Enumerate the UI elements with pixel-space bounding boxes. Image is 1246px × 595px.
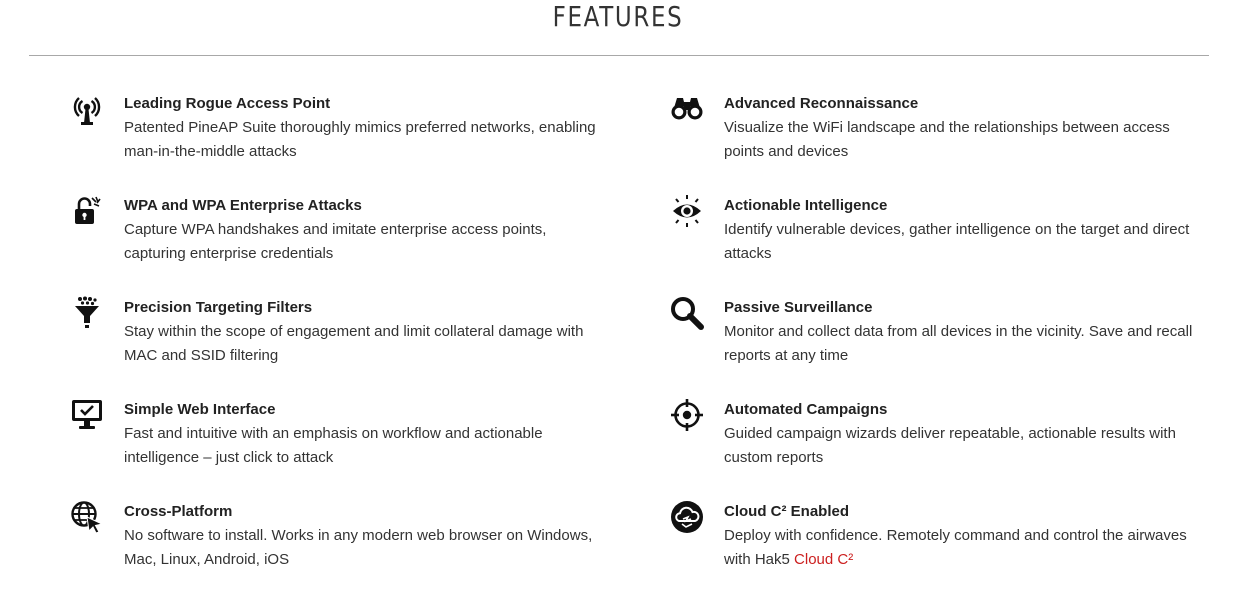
feature-title: Advanced Reconnaissance <box>724 95 919 112</box>
section-title: FEATURES <box>552 0 684 33</box>
cloud-c2-link[interactable]: Cloud C² <box>794 551 854 568</box>
feature-description: Capture WPA handshakes and imitate enterprise access points, capturing enterprise credentials <box>124 221 547 262</box>
lock-hack-icon <box>69 194 105 230</box>
feature-description-text: Deploy with confidence. Remotely command and control the airwaves with Hak5 <box>724 527 1187 568</box>
feature-title: Actionable Intelligence <box>724 197 888 214</box>
feature-description: Patented PineAP Suite thoroughly mimics preferred networks, enabling man-in-the-middle attacks <box>124 119 596 160</box>
feature-description: Monitor and collect data from all devices in the vicinity. Save and recall reports at any time <box>724 323 1193 364</box>
monitor-check-icon <box>69 398 105 434</box>
cloud-c2-icon <box>669 500 705 536</box>
feature-title: Leading Rogue Access Point <box>124 95 331 112</box>
binoculars-icon <box>669 92 705 128</box>
feature-description: Visualize the WiFi landscape and the relationships between access points and devices <box>724 119 1170 160</box>
filter-icon <box>69 296 105 332</box>
feature-title: Passive Surveillance <box>724 299 873 316</box>
feature-title: WPA and WPA Enterprise Attacks <box>124 197 362 214</box>
feature-description: Guided campaign wizards deliver repeatable, actionable results with custom reports <box>724 425 1176 466</box>
feature-description <box>724 524 1204 572</box>
crosshair-icon <box>669 398 705 434</box>
feature-description: No software to install. Works in any modern web browser on Windows, Mac, Linux, Android, iOS <box>124 527 593 568</box>
feature-description: Stay within the scope of engagement and limit collateral damage with MAC and SSID filtering <box>124 323 584 364</box>
title-divider <box>29 55 1209 56</box>
eye-icon <box>669 194 705 230</box>
globe-cursor-icon <box>69 500 105 536</box>
feature-title: Cross-Platform <box>124 503 233 520</box>
feature-title: Cloud C² Enabled <box>724 503 849 520</box>
feature-title: Simple Web Interface <box>124 401 276 418</box>
feature-title: Automated Campaigns <box>724 401 888 418</box>
magnifier-icon <box>669 296 705 332</box>
feature-description: Fast and intuitive with an emphasis on workflow and actionable intelligence – just click to attack <box>124 425 543 466</box>
feature-description: Identify vulnerable devices, gather intelligence on the target and direct attacks <box>724 221 1190 262</box>
feature-title: Precision Targeting Filters <box>124 299 313 316</box>
antenna-icon <box>69 92 105 128</box>
